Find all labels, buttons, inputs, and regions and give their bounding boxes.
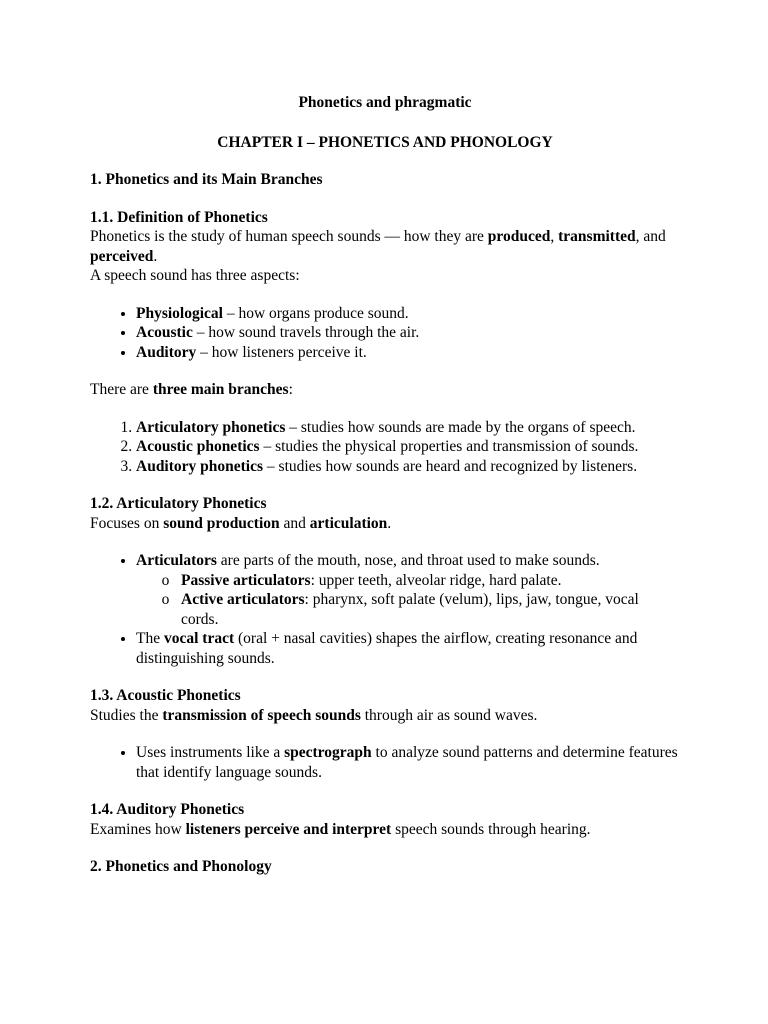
list-item: 3. Auditory phonetics – studies how sounds are heard and recognized by listeners.: [136, 457, 680, 477]
branches-intro: There are three main branches:: [90, 381, 293, 398]
section-1-2-heading: 1.2. Articulatory Phonetics: [90, 495, 267, 512]
articulators-list: [90, 551, 680, 668]
section-1-4-heading: 1.4. Auditory Phonetics: [90, 801, 245, 818]
list-item: o Passive articulators: upper teeth, alveolar ridge, hard palate.: [181, 571, 680, 591]
section-1-1-heading: 1.1. Definition of Phonetics: [90, 208, 268, 226]
document-body: [90, 93, 680, 877]
list-item: • Auditory – how listeners perceive it.: [136, 343, 680, 363]
acoustic-paragraph: Studies the transmission of speech sounds through air as sound waves.: [90, 706, 538, 724]
section-2-heading: 2. Phonetics and Phonology: [90, 858, 272, 875]
section-1-heading: 1. Phonetics and its Main Branches: [90, 171, 323, 188]
list-item: • The vocal tract (oral + nasal cavities) shapes the airflow, creating resonance and distinguishing sounds.: [136, 629, 680, 668]
list-item: • Physiological – how organs produce sound.: [136, 304, 680, 324]
chapter-heading: CHAPTER I – PHONETICS AND PHONOLOGY: [217, 133, 553, 151]
aspects-intro: A speech sound has three aspects:: [90, 267, 300, 284]
list-item: • Acoustic – how sound travels through the air.: [136, 323, 680, 343]
branches-list: [90, 418, 680, 477]
articulators-sublist: [136, 571, 680, 630]
definition-paragraph: Phonetics is the study of human speech sounds — how they are produced, transmitted, and perceived.: [90, 228, 666, 265]
articulatory-paragraph: Focuses on sound production and articulation.: [90, 514, 392, 532]
section-1-3-heading: 1.3. Acoustic Phonetics: [90, 687, 241, 704]
document-title: Phonetics and phragmatic: [298, 94, 472, 111]
list-item: o Active articulators: pharynx, soft palate (velum), lips, jaw, tongue, vocal cords.: [181, 590, 680, 629]
list-item: • Uses instruments like a spectrograph to analyze sound patterns and determine features that identify language sounds.: [136, 743, 680, 782]
list-item: • Articulators are parts of the mouth, nose, and throat used to make sounds. o Passive articulators: upper teeth, alveolar ridge, hard palate. o Active articulators: pharynx, soft palate (velum), lips, jaw, tongue, vocal cords.: [136, 551, 680, 629]
aspects-list: [90, 304, 680, 363]
list-item: 2. Acoustic phonetics – studies the physical properties and transmission of sounds.: [136, 437, 680, 457]
acoustic-list: [90, 743, 680, 782]
list-item: 1. Articulatory phonetics – studies how sounds are made by the organs of speech.: [136, 418, 680, 438]
auditory-paragraph: Examines how listeners perceive and interpret speech sounds through hearing.: [90, 820, 591, 838]
